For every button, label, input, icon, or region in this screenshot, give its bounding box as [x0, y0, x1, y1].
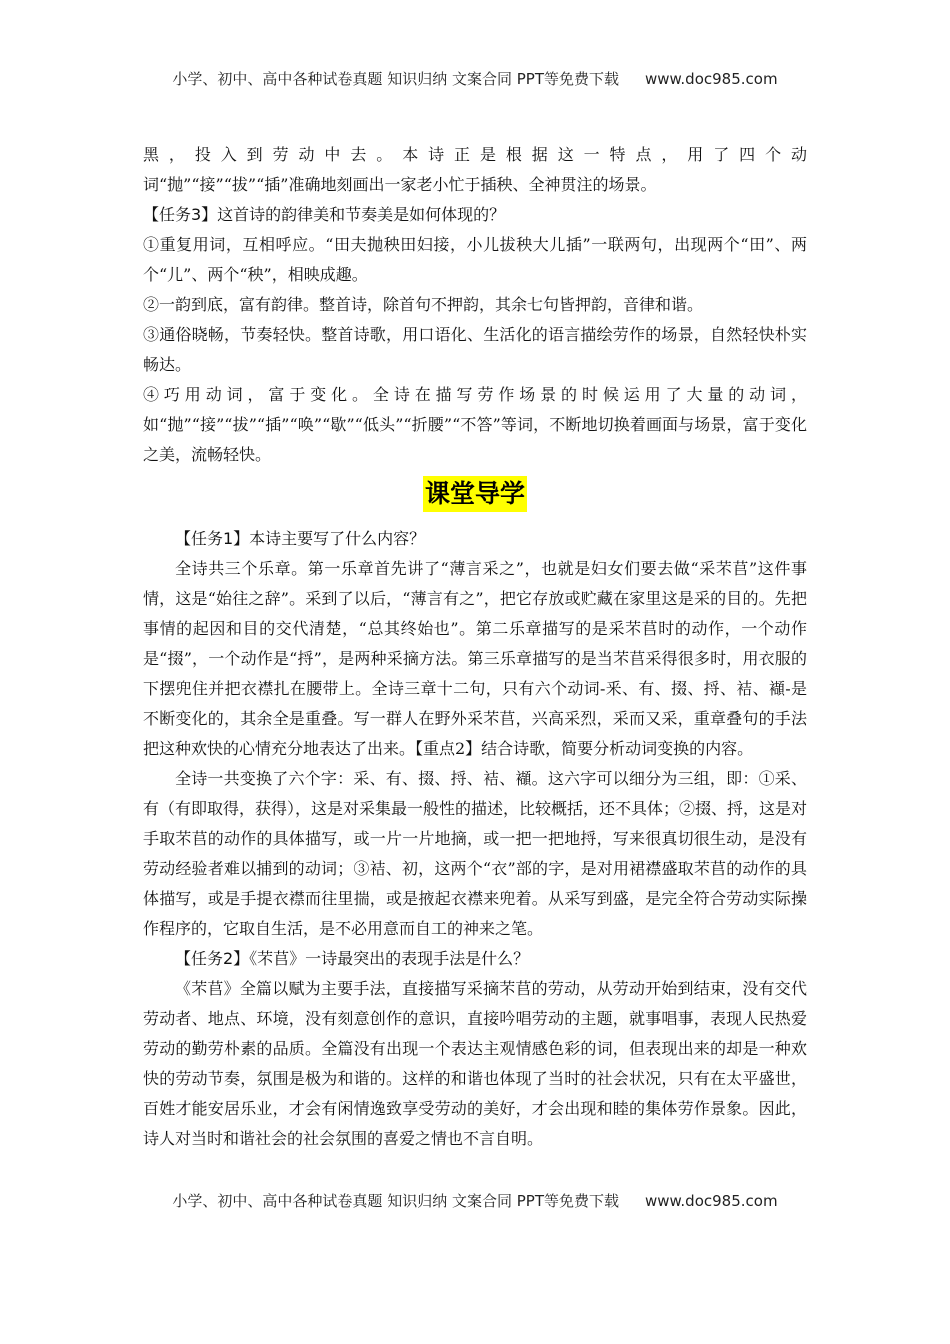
paragraph: 全诗一共变换了六个字：采、有、掇、捋、袺、襭。这六字可以细分为三组，即：①采、有（有即取得，获得），这是对采集最一般性的描述，比较概括，还不具体；②掇、捋，这是对手取芣苢的动作的具体描写，或一片一片地摘，或一把一把地捋，写来很真切很生动，是没有劳动经验者难以捕到的动词；③袺、初，这两个“衣”部的字，是对用裙襟盛取芣苢的动作的具体描写，或是手提衣襟而往里揣，或是掖起衣襟来兜着。从采写到盛，是完全符合劳动实际操作程序的，它取自生活，是不必用意而自工的神来之笔。: [143, 769, 808, 938]
page-content: [143, 140, 807, 1154]
paragraph: 《芣苢》全篇以赋为主要手法，直接描写采摘芣苢的劳动，从劳动开始到结束，没有交代劳动者、地点、环境，没有刻意创作的意识，直接吟唱劳动的主题，就事唱事，表现人民热爱劳动的勤劳朴素的品质。全篇没有出现一个表达主观情感色彩的词，但表现出来的却是一种欢快的劳动节奏，氛围是极为和谐的。这样的和谐也体现了当时的社会状况，只有在太平盛世，百姓才能安居乐业，才会有闲情逸致享受劳动的美好，才会出现和睦的集体劳作景象。因此，诗人对当时和谐社会的社会氛围的喜爱之情也不言自明。: [143, 979, 807, 1148]
task-question: 【任务1】本诗主要写了什么内容？: [175, 529, 426, 548]
page-header: [0, 68, 950, 89]
paragraph: 黑，投入到劳动中去。本诗正是根据这一特点，用了四个动: [143, 145, 807, 164]
footer-text: 小学、初中、高中各种试卷真题 知识归纳 文案合同 PPT等免费下载: [172, 1192, 619, 1210]
answer-point: ④巧用动词，富于变化。全诗在描写劳作场景的时候运用了大量的动词，如“抛”“接”“拔”“插”“唤”“歇”“低头”“折腰”“不答”等词，不断地切换着画面与场景，富于变化之美，流畅轻快。: [143, 385, 807, 464]
paragraph: 词“抛”“接”“拔”“插”准确地刻画出一家老小忙于插秧、全神贯注的场景。: [143, 175, 657, 194]
header-text: 小学、初中、高中各种试卷真题 知识归纳 文案合同 PPT等免费下载: [172, 70, 619, 88]
footer-url[interactable]: www.doc985.com: [644, 1192, 778, 1210]
answer-point: ①重复用词，互相呼应。“田夫抛秧田妇接，小儿拔秧大儿插”一联两句，出现两个“田”、两个“儿”、两个“秧”，相映成趣。: [143, 235, 807, 284]
page-footer: [0, 1190, 950, 1211]
answer-point: ③通俗晓畅，节奏轻快。整首诗歌，用口语化、生活化的语言描绘劳作的场景，自然轻快朴实畅达。: [143, 325, 807, 374]
section-heading-wrap: [143, 476, 807, 516]
task-question: 【任务3】这首诗的韵律美和节奏美是如何体现的？: [143, 205, 506, 224]
header-url[interactable]: www.doc985.com: [644, 70, 778, 88]
section-heading: 课堂导学: [423, 476, 527, 512]
answer-point: ②一韵到底，富有韵律。整首诗，除首句不押韵，其余七句皆押韵，音律和谐。: [143, 295, 704, 314]
paragraph: 全诗共三个乐章。第一乐章首先讲了“薄言采之”，也就是妇女们要去做“采芣苢”这件事情，这是“始往之辞”。采到了以后，“薄言有之”，把它存放或贮藏在家里这是采的目的。先把事情的起因和目的交代清楚，“总其终始也”。第二乐章描写的是采芣苢时的动作，一个动作是“掇”，一个动作是“捋”，是两种采摘方法。第三乐章描写的是当芣苢采得很多时，用衣服的下摆兜住并把衣襟扎在腰带上。全诗三章十二句，只有六个动词-釆、有、掇、捋、袺、襭-是不断变化的，其余全是重叠。写一群人在野外采芣苢，兴高采烈，采而又采，重章叠句的手法把这种欢快的心情充分地表达了出来。【重点2】结合诗歌，简要分析动词变换的内容。: [143, 559, 807, 758]
task-question: 【任务2】《芣苢》一诗最突出的表现手法是什么？: [175, 949, 530, 968]
